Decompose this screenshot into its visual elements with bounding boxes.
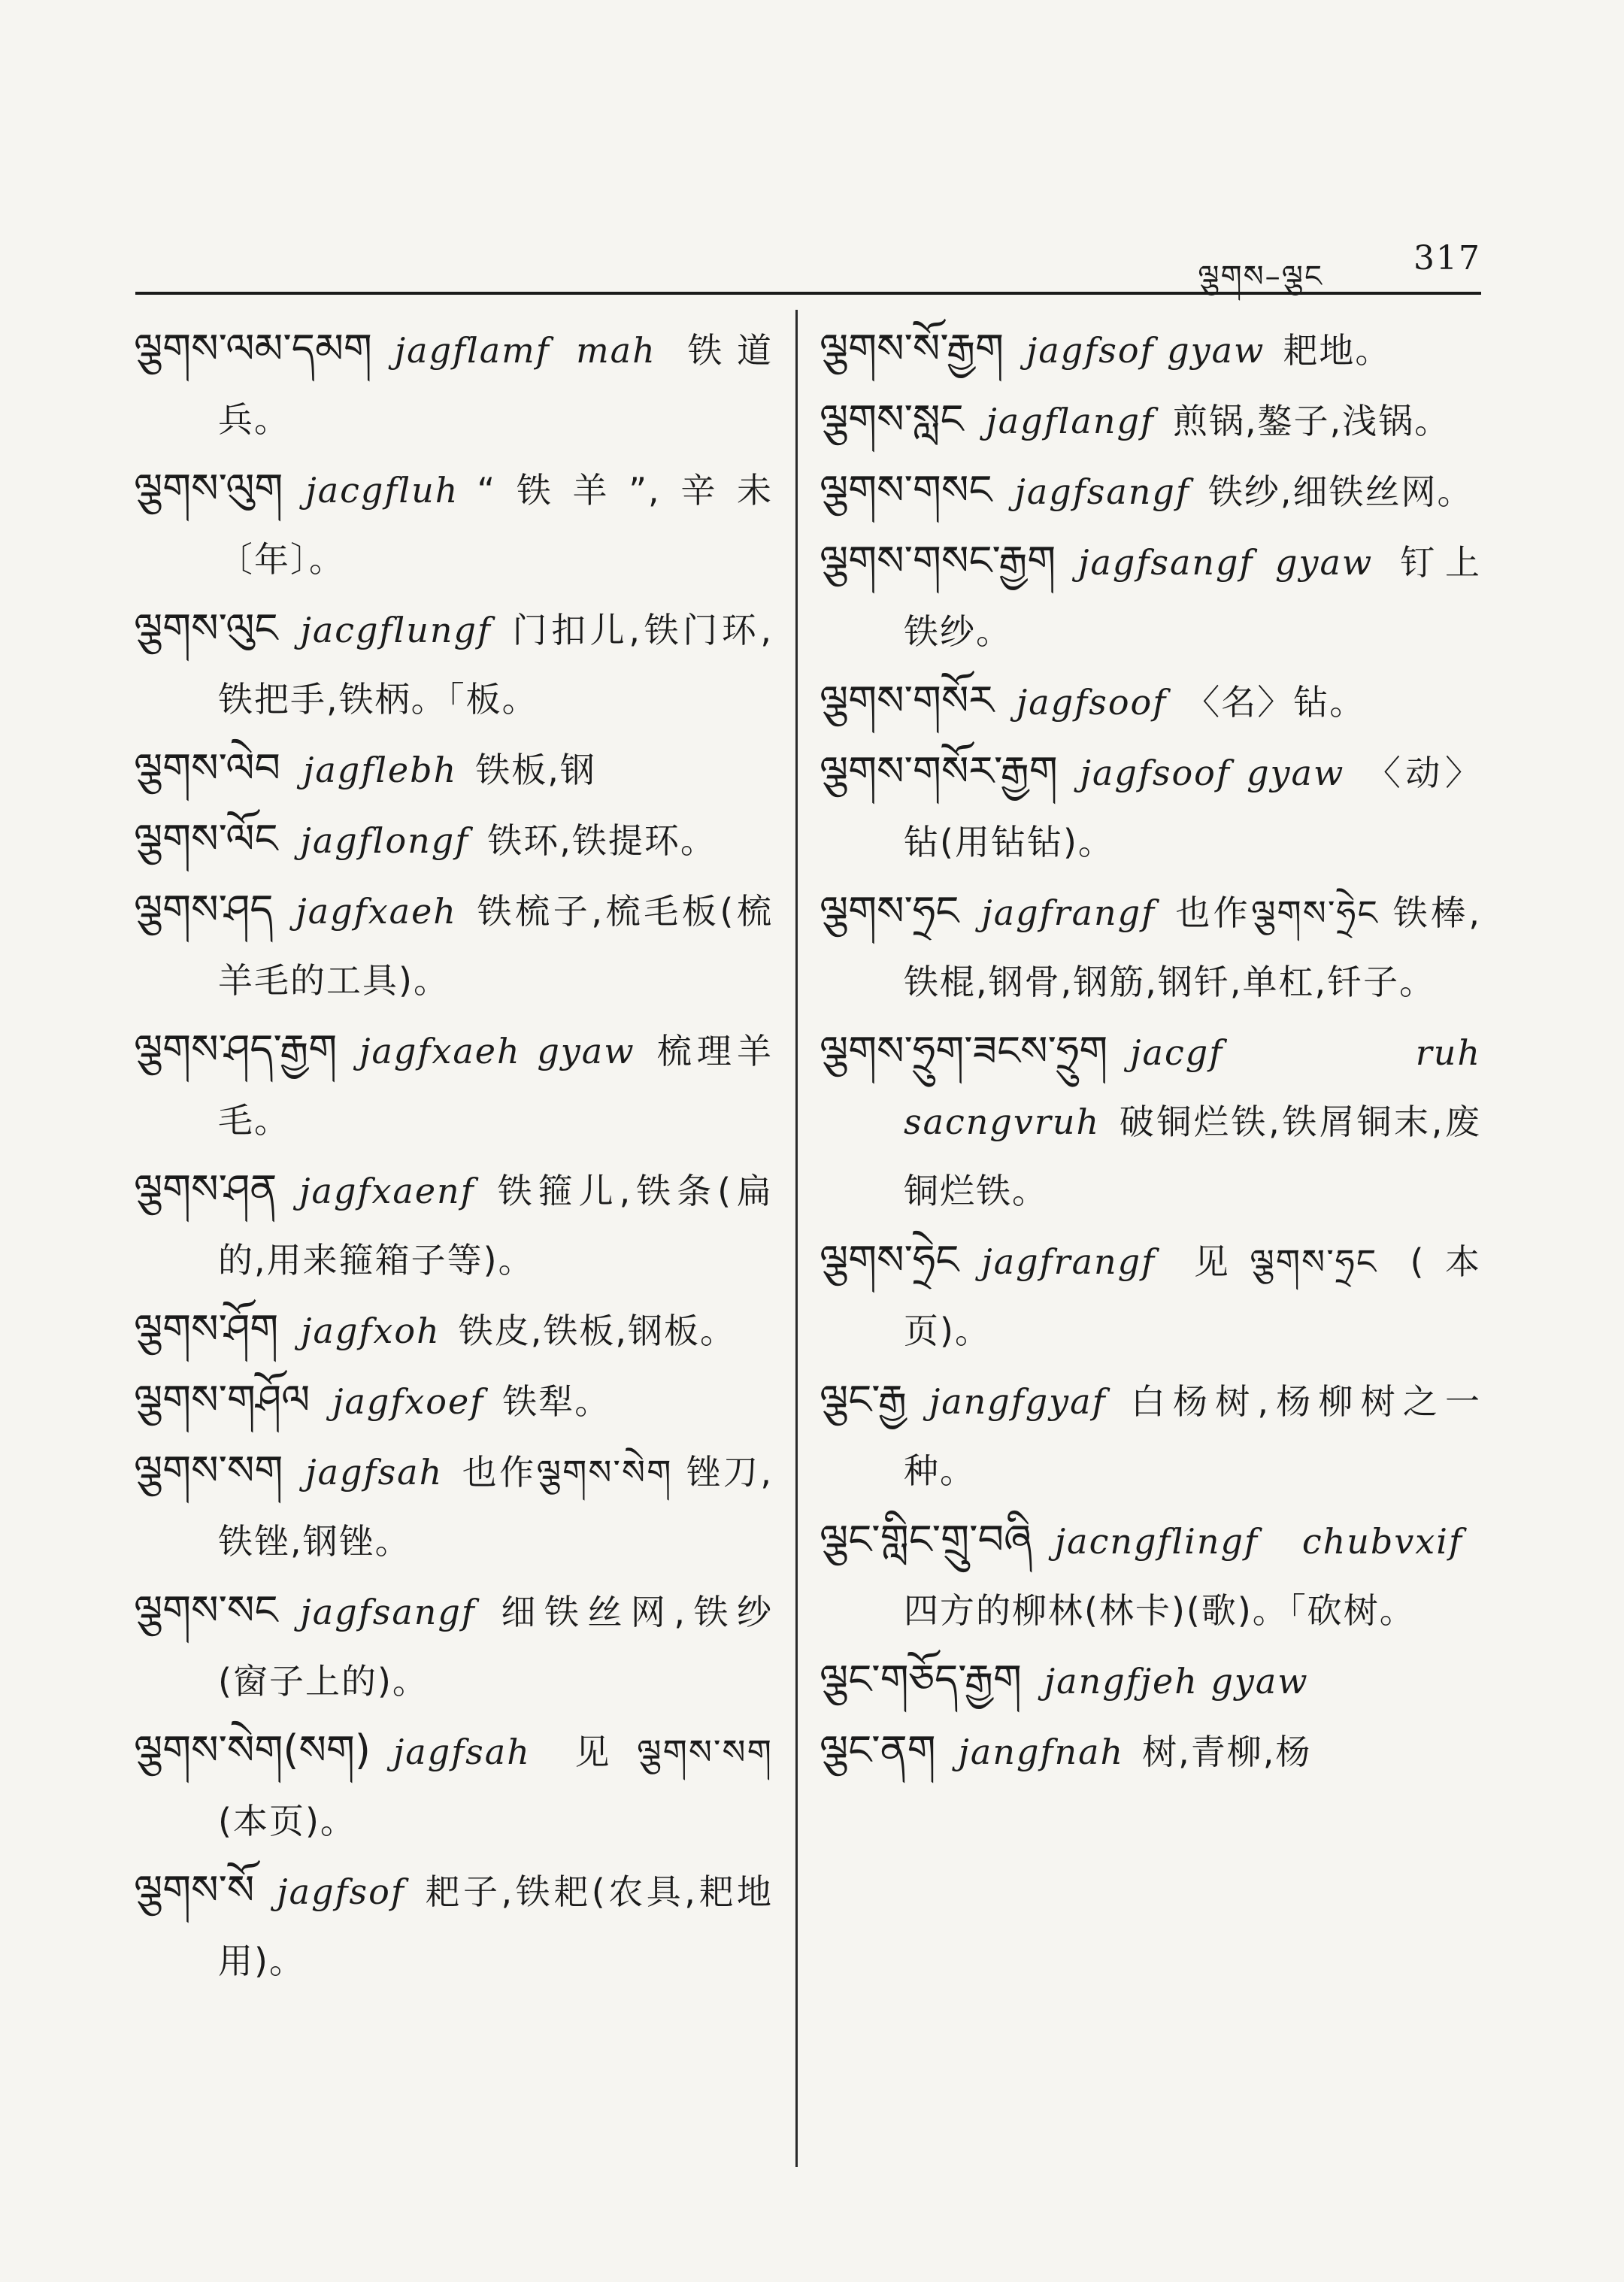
entry-tibetan: ལྕང་གཅོད་རྒྱག [820, 1656, 1022, 1703]
dictionary-entry [134, 805, 773, 875]
entry-tibetan: ལྕགས་ལོང [134, 815, 278, 862]
entry-romanization: jagfsoof gyaw [1080, 753, 1345, 793]
entry-tibetan: ལྕགས་ལམ་དམག [134, 325, 372, 372]
entry-tibetan: ལྕགས་ཤན [134, 1165, 277, 1213]
entry-romanization: jagfsof gyaw [1026, 330, 1265, 371]
dictionary-entry [820, 1505, 1481, 1645]
dictionary-entry [134, 1295, 773, 1365]
entry-tibetan: ལྕགས་སེག(སག) [134, 1726, 371, 1774]
entry-romanization: jagflongf [300, 820, 470, 861]
entry-romanization: jagfxoh [301, 1311, 441, 1351]
entry-romanization: jacgflungf [300, 610, 492, 650]
dictionary-entry [820, 1365, 1481, 1505]
entry-definition: 铁纱,细铁丝网。 [1207, 471, 1474, 512]
entry-definition: 铁板,钢 [475, 750, 596, 790]
page-header [135, 226, 1481, 293]
page-number: 317 [1413, 239, 1481, 277]
entry-definition: 梳理羊毛。 [218, 1031, 774, 1141]
entry-tibetan: ལྕགས་གཤོལ [134, 1376, 311, 1423]
entry-tibetan: ལྕགས་ཧྲང [820, 887, 959, 935]
dictionary-entry [134, 314, 773, 454]
entry-definition: 也作ལྕགས་སེག 锉刀,铁锉,钢锉。 [218, 1452, 773, 1562]
entry-romanization: jacgfluh [305, 470, 459, 511]
entry-definition: 铁箍儿,铁条(扁的,用来箍箱子等)。 [218, 1171, 773, 1280]
entry-romanization: jagfsoof [1017, 682, 1168, 723]
dictionary-entry [820, 1645, 1481, 1716]
dictionary-entry [820, 526, 1481, 666]
dictionary-entry [134, 1365, 773, 1436]
entry-tibetan: ལྕགས་ཧྲེང [820, 1236, 959, 1283]
entry-tibetan: ལྕགས་ཧྲུག་ཟངས་ཧྲུག [820, 1027, 1108, 1074]
entry-definition: 见ལྕགས་ཧྲང (本页)。 [904, 1241, 1481, 1351]
entry-romanization: jangfgyaf [929, 1381, 1107, 1422]
entry-romanization: jagfxaeh [295, 891, 457, 932]
entry-tibetan: ལྕགས་གསོར་རྒྱག [820, 747, 1058, 795]
entry-definition: 〈动〉钻(用钻钻)。 [904, 753, 1481, 862]
entry-definition: 铁道兵。 [218, 330, 774, 440]
entry-tibetan: ལྕང་རྒྱ [820, 1376, 907, 1423]
entry-romanization: jagfxoef [332, 1381, 485, 1422]
column-divider [795, 310, 798, 2167]
header-rule [135, 292, 1481, 295]
entry-tibetan: ལྕགས་ཤད་རྒྱག [134, 1026, 338, 1073]
entry-definition: 耙子,铁耙(农具,耙地用)。 [218, 1871, 773, 1981]
dictionary-entry [134, 1716, 773, 1856]
entry-tibetan: ལྕང་གླིང་གྲུ་བཞི [820, 1516, 1032, 1563]
entry-tibetan: ལྕགས་སང [134, 1586, 278, 1634]
entry-tibetan: ལྕགས་གསང་རྒྱག [820, 537, 1056, 584]
entry-romanization: jacgf ruh sacngvruh [904, 1032, 1481, 1142]
entry-romanization: jagflamf mah [394, 330, 656, 371]
entry-definition: “铁羊”,辛未〔年〕。 [218, 470, 773, 580]
dictionary-entry [820, 1226, 1481, 1365]
entry-definition: 门扣儿,铁门环,铁把手,铁柄。「板。 [218, 610, 773, 720]
dictionary-entry [820, 877, 1481, 1017]
entry-romanization: jagfrangf [981, 1241, 1156, 1282]
entry-tibetan: ལྕགས་སླང [820, 395, 964, 443]
entry-definition: 见ལྕགས་སག (本页)。 [218, 1732, 773, 1841]
entry-definition: 细铁丝网,铁纱(窗子上的)。 [218, 1592, 773, 1702]
dictionary-entry [134, 594, 773, 734]
entry-definition: 煎锅,鏊子,浅锅。 [1172, 401, 1451, 441]
entry-definition: 四方的柳林(林卡)(歌)。「砍树。 [904, 1590, 1416, 1631]
dictionary-entry [820, 385, 1481, 456]
entry-romanization: jagfxaenf [299, 1171, 475, 1211]
entry-definition: 白杨树,杨柳树之一种。 [904, 1381, 1481, 1491]
dictionary-entry [134, 1576, 773, 1716]
entry-romanization: jagfsah [305, 1452, 444, 1493]
entry-definition: 铁犁。 [502, 1381, 611, 1422]
dictionary-entry [134, 1436, 773, 1576]
left-column [134, 314, 773, 1996]
dictionary-entry [820, 666, 1481, 737]
dictionary-entry [134, 1856, 773, 1996]
entry-definition: 钉上铁纱。 [904, 542, 1481, 652]
dictionary-entry [134, 1155, 773, 1295]
dictionary-entry [820, 737, 1481, 877]
dictionary-entry [820, 456, 1481, 526]
entry-definition: 铁梳子,梳毛板(梳羊毛的工具)。 [218, 891, 773, 1001]
entry-tibetan: ལྕགས་ཤད [134, 886, 274, 933]
entry-definition: 铁皮,铁板,钢板。 [458, 1311, 736, 1351]
entry-tibetan: ལྕགས་སོ་རྒྱག [820, 325, 1004, 372]
entry-romanization: jagflebh [303, 750, 458, 790]
entry-romanization: jagfsof [277, 1871, 405, 1912]
entry-tibetan: ལྕང་ནག [820, 1726, 936, 1774]
dictionary-entry [820, 314, 1481, 385]
entry-tibetan: ལྕགས་ལུག [134, 465, 283, 512]
entry-romanization: jagfxaeh gyaw [359, 1031, 635, 1071]
entry-definition: 破铜烂铁,铁屑铜末,废铜烂铁。 [904, 1102, 1481, 1211]
entry-tibetan: ལྕགས་ལེབ [134, 744, 281, 792]
entry-definition: 也作ལྕགས་ཧྲེང 铁棒,铁棍,钢骨,钢筋,钢钎,单杠,钎子。 [904, 892, 1481, 1002]
entry-definition: 铁环,铁提环。 [487, 820, 717, 861]
dictionary-entry [134, 454, 773, 594]
entry-tibetan: ལྕགས་ཤོག [134, 1305, 279, 1353]
running-head: ལྕགས–ལྕང [1198, 259, 1323, 294]
entry-romanization: jagfsah [393, 1732, 531, 1772]
dictionary-entry [134, 734, 773, 805]
entry-tibetan: ལྕགས་ལུང [134, 605, 278, 652]
entry-definition: 耙地。 [1283, 330, 1392, 371]
dictionary-entry [820, 1017, 1481, 1226]
entry-definition: 树,青柳,杨 [1142, 1732, 1312, 1772]
entry-romanization: jagfrangf [981, 892, 1156, 933]
dictionary-entry [134, 875, 773, 1015]
entry-definition: 〈名〉钻。 [1185, 682, 1366, 723]
entry-tibetan: ལྕགས་སག [134, 1447, 283, 1494]
entry-romanization: jagfsangf [300, 1592, 476, 1632]
entry-romanization: jagflangf [986, 401, 1155, 441]
entry-romanization: jangfjeh gyaw [1044, 1661, 1309, 1702]
entry-romanization: jagfsangf [1014, 471, 1190, 512]
right-column [820, 314, 1481, 1787]
dictionary-entry [134, 1015, 773, 1155]
entry-romanization: jangfnah [958, 1732, 1125, 1772]
dictionary-entry [820, 1716, 1481, 1787]
entry-romanization: jagfsangf gyaw [1078, 542, 1374, 583]
entry-tibetan: ལྕགས་གསོར [820, 677, 995, 724]
entry-tibetan: ལྕགས་སོ [134, 1866, 255, 1914]
entry-tibetan: ལྕགས་གསང [820, 466, 992, 514]
entry-romanization: jacngflingf chubvxif [1054, 1521, 1463, 1562]
